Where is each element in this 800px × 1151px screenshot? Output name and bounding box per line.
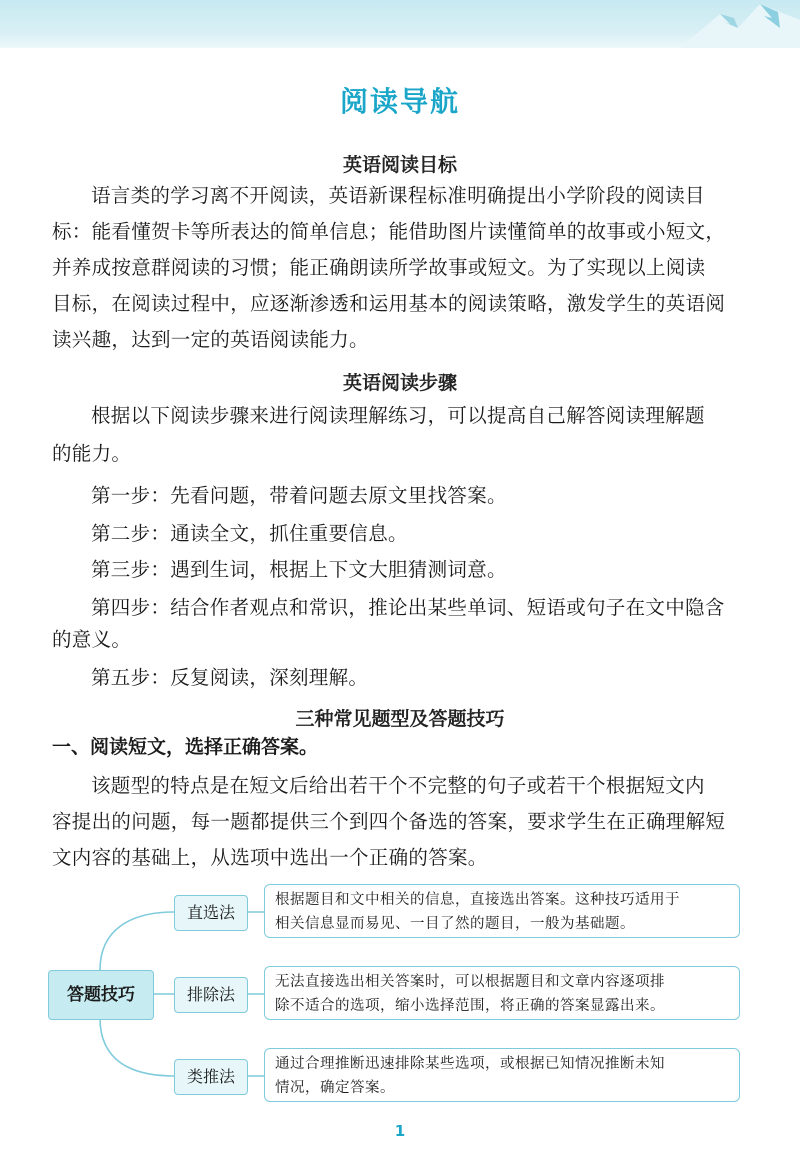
paragraph-line: 标：能看懂贺卡等所表达的简单信息；能借助图片读懂简单的故事或小短文，: [52, 220, 726, 243]
sub-heading-choice: 一、阅读短文，选择正确答案。: [52, 736, 319, 758]
section-heading-steps: 英语阅读步骤: [342, 372, 457, 394]
desc-line: 相关信息显而易见、一目了然的题目，一般为基础题。: [275, 916, 635, 932]
method-direct-select: 直选法: [174, 895, 248, 931]
page-number: 1: [394, 1122, 406, 1140]
paragraph-line: 并养成按意群阅读的习惯；能正确朗读所学故事或短文。为了实现以上阅读: [52, 256, 706, 279]
header-band: [0, 0, 800, 48]
desc-line: 通过合理推断迅速排除某些选项，或根据已知情况推断未知: [275, 1056, 665, 1072]
types-line: 该题型的特点是在短文后给出若干个不完整的句子或若干个根据短文内: [91, 774, 705, 797]
section-heading-goals: 英语阅读目标: [342, 154, 457, 176]
paragraph-line: 目标，在阅读过程中，应逐渐渗透和运用基本的阅读策略，激发学生的英语阅: [52, 292, 726, 315]
desc-line: 情况，确定答案。: [275, 1080, 395, 1096]
method-elimination-desc: [264, 966, 740, 1020]
paragraph-line: 语言类的学习离不开阅读，英语新课程标准明确提出小学阶段的阅读目: [91, 184, 705, 207]
types-line: 容提出的问题，每一题都提供三个到四个备选的答案，要求学生在正确理解短: [52, 810, 726, 833]
step-4: 第四步：结合作者观点和常识，推论出某些单词、短语或句子在文中隐含: [91, 596, 725, 619]
steps-intro-line: 根据以下阅读步骤来进行阅读理解练习，可以提高自己解答阅读理解题: [91, 404, 705, 427]
step-1: 第一步：先看问题，带着问题去原文里找答案。: [91, 484, 507, 507]
method-inference: 类推法: [174, 1059, 248, 1095]
page-title: 阅读导航: [339, 85, 460, 118]
steps-intro-line: 的能力。: [52, 442, 132, 465]
step-4-cont: 的意义。: [52, 628, 132, 651]
mindmap-root: 答题技巧: [48, 970, 154, 1020]
types-line: 文内容的基础上，从选项中选出一个正确的答案。: [52, 846, 488, 869]
desc-line: 根据题目和文中相关的信息，直接选出答案。这种技巧适用于: [275, 892, 680, 908]
method-elimination: 排除法: [174, 977, 248, 1013]
desc-line: 除不适合的选项，缩小选择范围，将正确的答案显露出来。: [275, 998, 665, 1014]
step-3: 第三步：遇到生词，根据上下文大胆猜测词意。: [91, 558, 507, 581]
step-2: 第二步：通读全文，抓住重要信息。: [91, 522, 408, 545]
method-inference-desc: [264, 1048, 740, 1102]
section-heading-types: 三种常见题型及答题技巧: [295, 708, 505, 730]
paragraph-line: 读兴趣，达到一定的英语阅读能力。: [52, 328, 369, 351]
desc-line: 无法直接选出相关答案时，可以根据题目和文章内容逐项排: [275, 974, 665, 990]
answer-skills-mindmap: [0, 860, 800, 1120]
method-direct-desc: [264, 884, 740, 938]
snow-mountain-decoration: [660, 0, 800, 48]
step-5: 第五步：反复阅读，深刻理解。: [91, 666, 369, 689]
